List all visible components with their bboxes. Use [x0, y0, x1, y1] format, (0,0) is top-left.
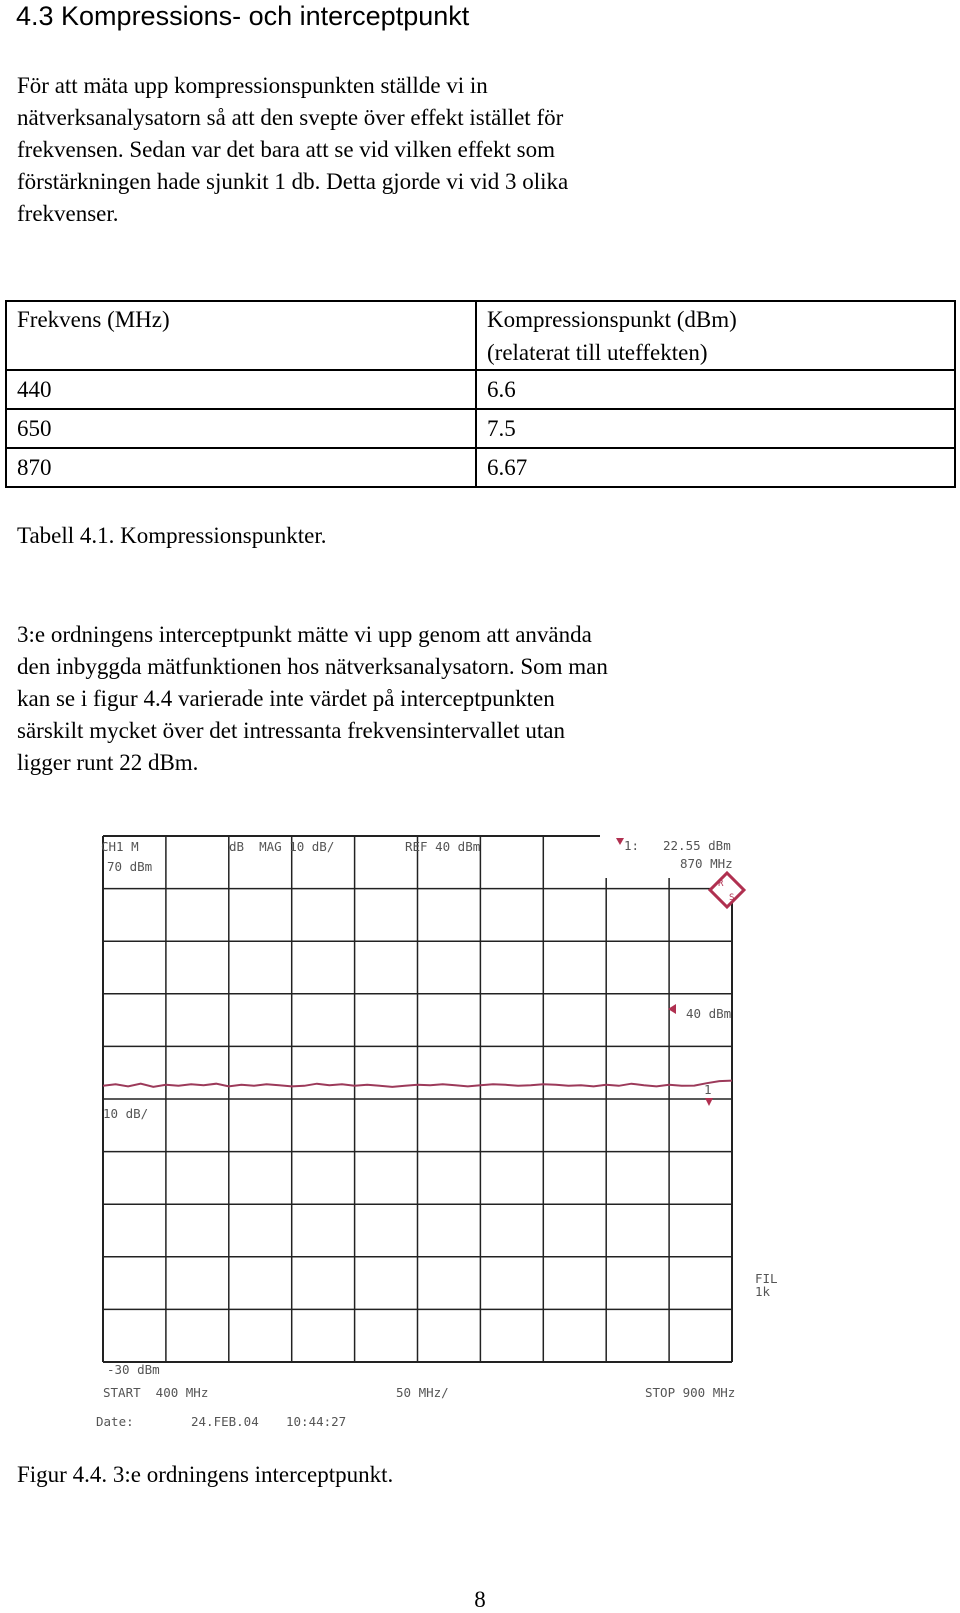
marker-value: 22.55 dBm: [663, 838, 731, 853]
date-value: 24.FEB.04: [191, 1414, 259, 1429]
text-line: frekvensen. Sedan var det bara att se vid vilken effekt som: [17, 137, 555, 162]
table-cell-compression: 7.5: [476, 409, 955, 448]
section-heading: 4.3 Kompressions- och interceptpunkt: [16, 1, 470, 31]
start-frequency: START 400 MHz: [103, 1385, 209, 1400]
span-label: 50 MHz/: [396, 1385, 449, 1400]
channel-label: CH1 M: [101, 839, 139, 854]
top-level-label: 70 dBm: [107, 859, 153, 874]
marker-label: 1:: [624, 838, 640, 853]
table-cell-frequency: 650: [6, 409, 476, 448]
text-line: För att mäta upp kompressionspunkten ställde vi in: [17, 73, 488, 98]
table-cell-compression: 6.67: [476, 448, 955, 487]
table-cell-frequency: 440: [6, 370, 476, 409]
header-line: (relaterat till uteffekten): [487, 340, 708, 365]
scale-label: 10 dB/: [103, 1106, 149, 1121]
time-value: 10:44:27: [286, 1414, 347, 1429]
filter-value: 1k: [755, 1284, 771, 1299]
format-label: dB MAG 10 dB/: [229, 839, 335, 854]
logo-letter: R: [718, 879, 724, 889]
text-line: den inbyggda mätfunktionen hos nätverksanalysatorn. Som man: [17, 654, 608, 679]
page-number: 8: [474, 1587, 486, 1612]
text-line: 3:e ordningens interceptpunkt mätte vi upp genom att använda: [17, 622, 592, 647]
filter-label: FIL: [755, 1271, 778, 1286]
text-line: kan se i figur 4.4 varierade inte värdet på interceptpunkten: [17, 686, 555, 711]
trace-marker-icon: [705, 1098, 713, 1106]
ref-level-label: REF 40 dBm: [405, 839, 481, 854]
plot-grid: [103, 830, 740, 1362]
header-line: Kompressionspunkt (dBm): [487, 307, 737, 332]
text-line: särskilt mycket över det intressanta frekvensintervallet utan: [17, 718, 565, 743]
text-line: ligger runt 22 dBm.: [17, 750, 199, 775]
rohde-schwarz-logo-icon: [710, 873, 744, 907]
bottom-level-label: -30 dBm: [107, 1362, 160, 1377]
figure-caption: Figur 4.4. 3:e ordningens interceptpunkt.: [17, 1462, 394, 1487]
stop-frequency: STOP 900 MHz: [645, 1385, 736, 1400]
table-cell-frequency: 870: [6, 448, 476, 487]
text-line: frekvenser.: [17, 201, 119, 226]
text-line: nätverksanalysatorn så att den svepte över effekt istället för: [17, 105, 564, 130]
date-label: Date:: [96, 1414, 134, 1429]
logo-letter: S: [729, 893, 735, 903]
marker-frequency: 870 MHz: [680, 856, 733, 871]
table-header-frequency: Frekvens (MHz): [6, 301, 476, 370]
marker-number: 1: [704, 1082, 712, 1097]
text-line: förstärkningen hade sjunkit 1 db. Detta gjorde vi vid 3 olika: [17, 169, 569, 194]
table-caption: Tabell 4.1. Kompressionspunkter.: [17, 523, 327, 548]
table-cell-compression: 6.6: [476, 370, 955, 409]
ref-marker-label: 40 dBm: [686, 1006, 732, 1021]
